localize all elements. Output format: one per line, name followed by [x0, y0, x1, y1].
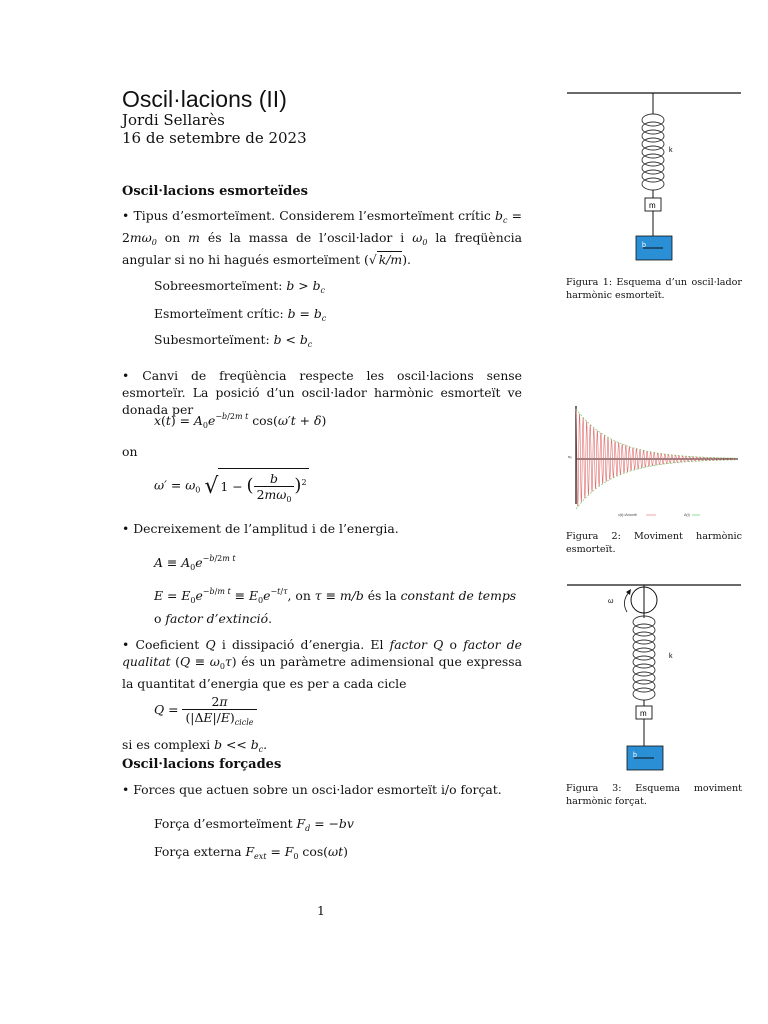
page-title: Oscil·lacions (II): [122, 86, 287, 112]
figure-2-caption: Figura 2: Moviment harmònic esmorteït.: [566, 531, 742, 555]
paragraph-complex: si es complexi $b << b_c$.: [122, 737, 268, 754]
paragraph-forces: • Forces que actuen sobre un osci·lador esmorteït i/o forçat.: [122, 782, 502, 797]
overdamped-line: Sobreesmorteïment: $b > b_c$: [154, 278, 325, 295]
section-title-damped: Oscil·lacions esmorteïdes: [122, 184, 308, 199]
damper-label: b: [642, 242, 646, 249]
figure-1-caption: Figura 1: Esquema d’un oscil·lador harmònic esmorteït.: [566, 277, 742, 301]
figure-damped-oscillator: [565, 86, 743, 272]
author: Jordi Sellarès: [122, 111, 225, 129]
paragraph-types: • Tipus d’esmorteïment. Considerem l’esmorteïment crític $b_c = 2m\omega_0$ on m és la massa de l’oscil·lador i $\omega_0$ la freqüència angular si no hi hagués esmorteïment (√ k/m).: [122, 208, 522, 267]
rotation-arrow-icon: [624, 592, 629, 612]
equation-amplitude: $A \equiv A_0e^{-b/2m t}$: [154, 554, 236, 572]
legend-curve: x(t)=Amortit: [618, 513, 637, 517]
critical-line: Esmorteïment crític: $b = b_c$: [154, 306, 327, 323]
word-on: on: [122, 444, 138, 459]
mass-label-forced: m: [640, 709, 647, 718]
omega-label: ω: [608, 598, 614, 605]
damper-label-forced: b: [633, 752, 637, 759]
spring-label: k: [669, 147, 673, 154]
figure-damped-motion-plot: [566, 404, 742, 520]
paragraph-quality: • Coeficient Q i dissipació d’energia. El factor Q o factor de qualitat $(Q \equiv \omega_0\tau)$ és un paràmetre adimensional que expressa la quantitat d’energia que es per a cada cicle: [122, 637, 523, 691]
equation-energy: $E = E_0e^{-b/m t} \equiv E_0e^{-t/\tau}$, on τ ≡ m/b és la constant de temps o factor d’extinció.: [154, 587, 517, 626]
legend-envelope: A(t): [684, 513, 690, 517]
spring-label-forced: k: [669, 653, 673, 660]
equation-position: $x(t) = A_0e^{-b/2m t}$ cos(ω′t + δ): [154, 412, 327, 430]
underdamped-line: Subesmorteïment: $b < b_c$: [154, 332, 313, 349]
damped-curve: [576, 409, 736, 507]
equation-omega-prime: $\omega' = \omega_0$ √ 1 − ( $\frac{b}{2m\omega_0}$ )$^2$: [154, 468, 309, 504]
figure-3-caption: Figura 3: Esquema moviment harmònic forçat.: [566, 783, 742, 807]
damping-force: Força d’esmorteïment $F_d = -bv$: [154, 816, 354, 833]
date: 16 de setembre de 2023: [122, 129, 307, 147]
paragraph-amplitude: • Decreixement de l’amplitud i de l’energia.: [122, 521, 399, 536]
external-force: Força externa $F_{ext} = F_0$ cos(ωt): [154, 844, 348, 861]
paragraph-frequency: • Canvi de freqüència respecte les oscil·lacions sense esmorteïr. La posició d’un oscil·lador harmònic esmorteït ve donada per: [122, 368, 522, 417]
mass-label: m: [649, 201, 656, 210]
axis-label-x0: x₀: [568, 454, 572, 459]
page-number: 1: [317, 903, 325, 918]
figure-forced-oscillator: [565, 578, 743, 774]
section-title-forced: Oscil·lacions forçades: [122, 757, 282, 772]
equation-q: Q = $\frac{2\pi}{(|\Delta E|/E)_{cicle}}$: [154, 694, 257, 727]
